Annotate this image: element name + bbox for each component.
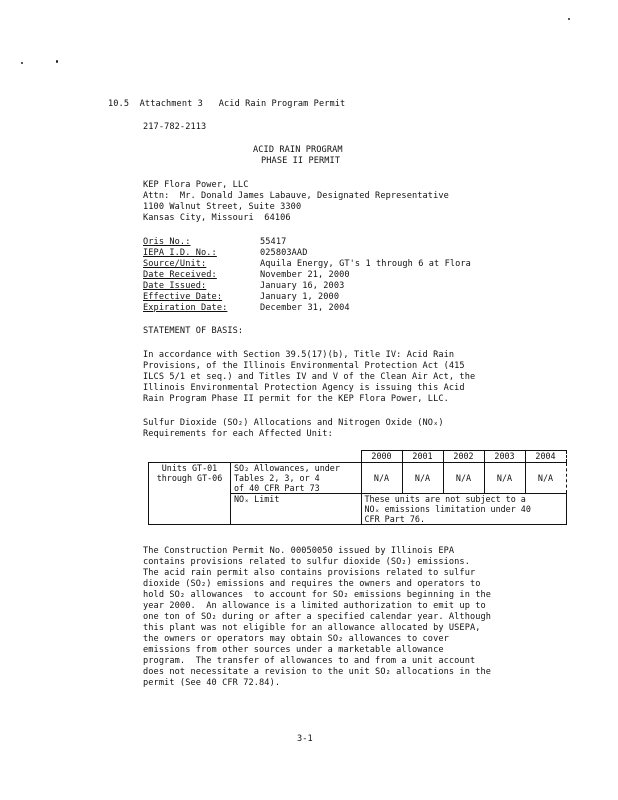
statement-line: Provisions, of the Illinois Environmental Protection Act (415 — [143, 361, 465, 371]
statement-line: Rain Program Phase II permit for the KEP Flora Power, LLC. — [143, 394, 449, 404]
addressee-line: 1100 Walnut Street, Suite 3300 — [143, 202, 302, 212]
allocations-heading: Sulfur Dioxide (SO₂) Allocations and Nitrogen Oxide (NOₓ) — [143, 418, 444, 428]
so2-value: N/A — [361, 463, 402, 494]
year-header: 2004 — [525, 451, 566, 463]
so2-label-line: of 40 CFR Part 73 — [234, 483, 320, 493]
so2-value: N/A — [443, 463, 484, 494]
table-row — [149, 463, 567, 494]
body-line: program. The transfer of allowances to and from a unit account — [143, 656, 476, 666]
permit-title-line1: ACID RAIN PROGRAM — [253, 145, 343, 155]
field-label: Oris No.: — [143, 237, 191, 247]
so2-label — [231, 463, 362, 494]
so2-label-line: SO₂ Allowances, under — [234, 463, 340, 473]
unit-label — [149, 463, 231, 525]
field-value: January 1, 2000 — [260, 292, 340, 302]
so2-label-line: Tables 2, 3, or 4 — [234, 473, 320, 483]
field-value: November 21, 2000 — [260, 270, 350, 280]
body-line: this plant was not eligible for an allowance allocated by USEPA, — [143, 623, 481, 633]
table-row — [149, 451, 567, 463]
body-line: does not necessitate a revision to the unit SO₂ allocations in the — [143, 667, 492, 677]
field-value: December 31, 2004 — [260, 303, 350, 313]
permit-title-line2: PHASE II PERMIT — [261, 156, 341, 166]
body-line: The acid rain permit also contains provisions related to sulfur — [143, 568, 476, 578]
statement-line: Illinois Environmental Protection Agency is issuing this Acid — [143, 383, 465, 393]
year-header: 2003 — [484, 451, 525, 463]
field-value: January 16, 2003 — [260, 281, 345, 291]
statement-heading: STATEMENT OF BASIS: — [143, 326, 244, 336]
field-label: Effective Date: — [143, 292, 223, 302]
scan-speck — [21, 62, 23, 64]
field-label: Expiration Date: — [143, 303, 228, 313]
unit-label-line: through GT-06 — [156, 473, 223, 483]
phone-number: 217-782-2113 — [143, 122, 207, 132]
body-line: hold SO₂ allowances to account for SO₂ emissions beginning in the — [143, 590, 492, 600]
year-header: 2000 — [361, 451, 402, 463]
addressee-line: Attn: Mr. Donald James Labauve, Designated Representative — [143, 191, 449, 201]
unit-label-line: Units GT-01 — [161, 463, 218, 473]
year-header: 2001 — [402, 451, 443, 463]
field-label: Date Issued: — [143, 281, 207, 291]
field-label: Source/Unit: — [143, 259, 207, 269]
scan-speck — [568, 18, 570, 20]
body-line: emissions from other sources under a marketable allowance — [143, 645, 444, 655]
field-label: IEPA I.D. No.: — [143, 248, 217, 258]
statement-line: ILCS 5/1 et seq.) and Titles IV and V of the Clean Air Act, the — [143, 372, 476, 382]
nox-label: NOₓ Limit — [231, 494, 362, 525]
year-header: 2002 — [443, 451, 484, 463]
body-line: one ton of SO₂ during or after a specified calendar year. Although — [143, 612, 492, 622]
so2-value: N/A — [525, 463, 566, 494]
body-line: contains provisions related to sulfur dioxide (SO₂) emissions. — [143, 557, 470, 567]
scan-speck — [56, 60, 58, 63]
addressee-line: KEP Flora Power, LLC — [143, 180, 249, 190]
section-title: 10.5 Attachment 3 Acid Rain Program Permit — [108, 99, 346, 109]
allocations-heading: Requirements for each Affected Unit: — [143, 429, 333, 439]
field-value: 025803AAD — [260, 248, 308, 258]
statement-line: In accordance with Section 39.5(17)(b), Title IV: Acid Rain — [143, 350, 455, 360]
body-line: year 2000. An allowance is a limited authorization to emit up to — [143, 601, 486, 611]
body-line: permit (See 40 CFR 72.84). — [143, 678, 281, 688]
field-label: Date Received: — [143, 270, 217, 280]
nox-text-line: CFR Part 76. — [364, 514, 426, 524]
body-line: the owners or operators may obtain SO₂ allowances to cover — [143, 634, 449, 644]
body-line: The Construction Permit No. 00050050 issued by Illinois EPA — [143, 546, 455, 556]
addressee-line: Kansas City, Missouri 64106 — [143, 213, 291, 223]
nox-text-line: NOₓ emissions limitation under 40 — [364, 504, 531, 514]
page-number: 3-1 — [297, 734, 313, 744]
so2-value: N/A — [402, 463, 443, 494]
allocations-table — [148, 450, 567, 525]
nox-text-line: These units are not subject to a — [364, 494, 526, 504]
field-value: Aquila Energy, GT's 1 through 6 at Flora — [260, 259, 471, 269]
field-value: 55417 — [260, 237, 287, 247]
body-line: dioxide (SO₂) emissions and requires the owners and operators to — [143, 579, 481, 589]
so2-value: N/A — [484, 463, 525, 494]
nox-text — [361, 494, 566, 525]
